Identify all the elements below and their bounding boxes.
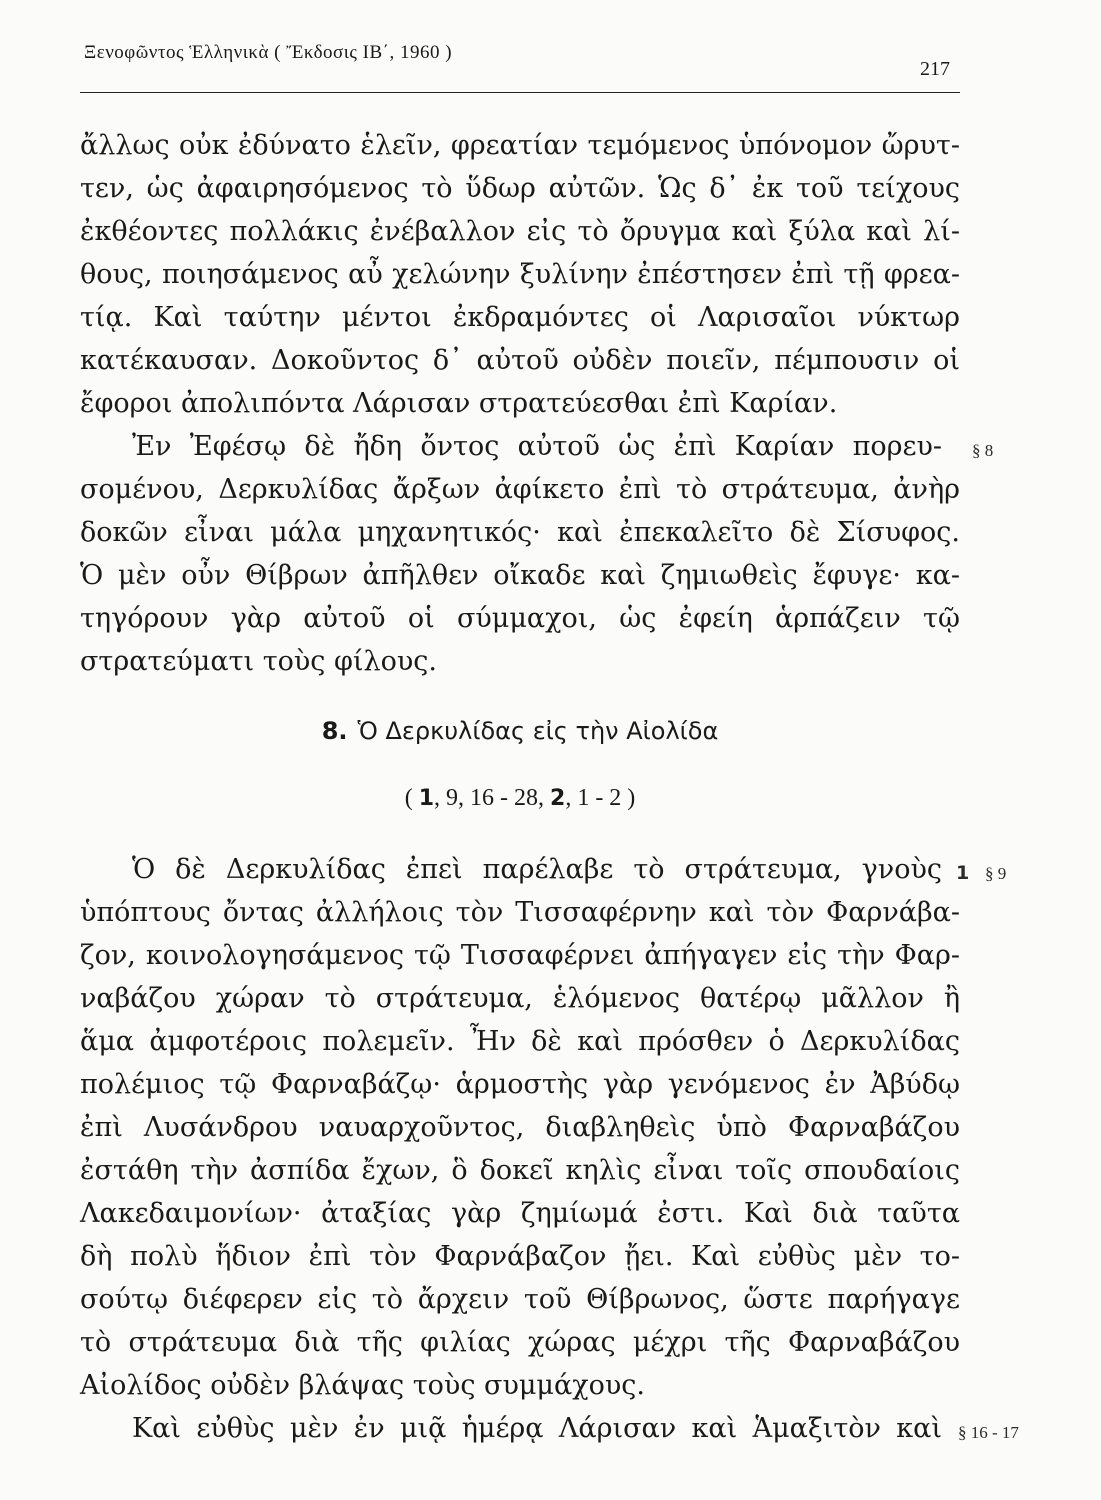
text-line: στρατεύματι τοὺς φίλους. (80, 646, 437, 677)
text-line: τίᾳ. Καὶ ταύτην μέντοι ἐκδραμόντες οἱ Λαρισαῖοι νύκτωρ (80, 302, 960, 333)
text-line: Ἐν Ἐφέσῳ δὲ ἤδη ὄντος αὐτοῦ ὡς ἐπὶ Καρίαν πορευ- (132, 431, 942, 462)
text-line: ὑπόπτους ὄντας ἀλλήλοις τὸν Τισσαφέρνην καὶ τὸν Φαρνάβα- (80, 897, 960, 928)
margin-section-ref: § 9 (985, 864, 1007, 883)
text-line: τὸ στράτευμα διὰ τῆς φιλίας χώρας μέχρι τῆς Φαρναβάζου (80, 1327, 960, 1358)
text-line: δοκῶν εἶναι μάλα μηχανητικός· καὶ ἐπεκαλεῖτο δὲ Σίσυφος. (80, 517, 960, 548)
text-line: δὴ πολὺ ἥδιον ἐπὶ τὸν Φαρνάβαζον ᾔει. Καὶ εὐθὺς μὲν το- (80, 1241, 960, 1272)
margin-paragraph-number (952, 862, 969, 884)
section-title: Ὁ Δερκυλίδας εἰς τὴν Αἰολίδα (357, 717, 719, 745)
margin-section-ref: § 16 - 17 (958, 1423, 1019, 1442)
header-rule (80, 92, 960, 93)
text-line: Καὶ εὐθὺς μὲν ἐν μιᾷ ἡμέρᾳ Λάρισαν καὶ Ἁμαξιτὸν καὶ (132, 1413, 942, 1444)
running-head: Ξενοφῶντος Ἑλληνικὰ ( Ἔκδοσις ΙΒ΄, 1960 ) (84, 42, 453, 63)
text-line: τηγόρουν γὰρ αὐτοῦ οἱ σύμμαχοι, ὡς ἐφείη ἁρπάζειν τῷ (80, 603, 960, 634)
margin-section-ref: § 8 (972, 441, 994, 460)
text-line: ἐπὶ Λυσάνδρου ναυαρχοῦντος, διαβληθεὶς ὑπὸ Φαρναβάζου (80, 1112, 960, 1143)
text-line: θους, ποιησάμενος αὖ χελώνην ξυλίνην ἐπέστησεν ἐπὶ τῇ φρεα- (80, 259, 960, 290)
text-line: ἐστάθη τὴν ἀσπίδα ἔχων, ὃ δοκεῖ κηλὶς εἶναι τοῖς σπουδαίοις (80, 1155, 960, 1186)
text-line: σομένου, Δερκυλίδας ἄρξων ἀφίκετο ἐπὶ τὸ στράτευμα, ἀνὴρ (80, 474, 960, 505)
ref-book: 2 (550, 786, 566, 811)
ref-chapters: , 1 - 2 ) (565, 785, 636, 811)
ref-open: ( (404, 785, 413, 811)
text-line: Ὁ μὲν οὖν Θίβρων ἀπῆλθεν οἴκαδε καὶ ζημιωθεὶς ἔφυγε· κα- (80, 560, 960, 591)
section-number: 8. (321, 717, 348, 745)
paragraph-number: 1 (956, 862, 970, 884)
text-line: ζον, κοινολογησάμενος τῷ Τισσαφέρνει ἀπήγαγεν εἰς τὴν Φαρ- (80, 940, 960, 971)
section-source-reference (80, 780, 960, 817)
section-heading (80, 713, 960, 749)
text-line: τεν, ὡς ἀφαιρησόμενος τὸ ὕδωρ αὐτῶν. Ὡς δ᾿ ἐκ τοῦ τείχους (80, 173, 960, 204)
text-line: κατέκαυσαν. Δοκοῦντος δ᾿ αὐτοῦ οὐδὲν ποιεῖν, πέμπουσιν οἱ (80, 345, 960, 376)
text-line: Λακεδαιμονίων· ἀταξίας γὰρ ζημίωμά ἐστι. Καὶ διὰ ταῦτα (80, 1198, 960, 1229)
text-line: Αἰολίδος οὐδὲν βλάψας τοὺς συμμάχους. (80, 1370, 645, 1401)
page-number: 217 (920, 58, 950, 80)
ref-chapters: , 9, 16 - 28, (434, 785, 544, 811)
text-line: σούτῳ διέφερεν εἰς τὸ ἄρχειν τοῦ Θίβρωνος, ὥστε παρήγαγε (80, 1284, 960, 1315)
text-line: ἄλλως οὐκ ἐδύνατο ἑλεῖν, φρεατίαν τεμόμενος ὑπόνομον ὤρυτ- (80, 130, 960, 161)
text-line: ἔφοροι ἀπολιπόντα Λάρισαν στρατεύεσθαι ἐπὶ Καρίαν. (80, 388, 838, 419)
ref-book: 1 (418, 786, 434, 811)
text-line: ἅμα ἀμφοτέροις πολεμεῖν. Ἦν δὲ καὶ πρόσθεν ὁ Δερκυλίδας (80, 1026, 960, 1057)
text-line: ἐκθέοντες πολλάκις ἐνέβαλλον εἰς τὸ ὄρυγμα καὶ ξύλα καὶ λί- (80, 216, 960, 247)
text-line: Ὁ δὲ Δερκυλίδας ἐπεὶ παρέλαβε τὸ στράτευμα, γνοὺς (132, 854, 942, 885)
text-line: πολέμιος τῷ Φαρναβάζῳ· ἁρμοστὴς γὰρ γενόμενος ἐν Ἀβύδῳ (80, 1069, 960, 1100)
text-line: ναβάζου χώραν τὸ στράτευμα, ἑλόμενος θατέρῳ μᾶλλον ἢ (80, 983, 960, 1014)
